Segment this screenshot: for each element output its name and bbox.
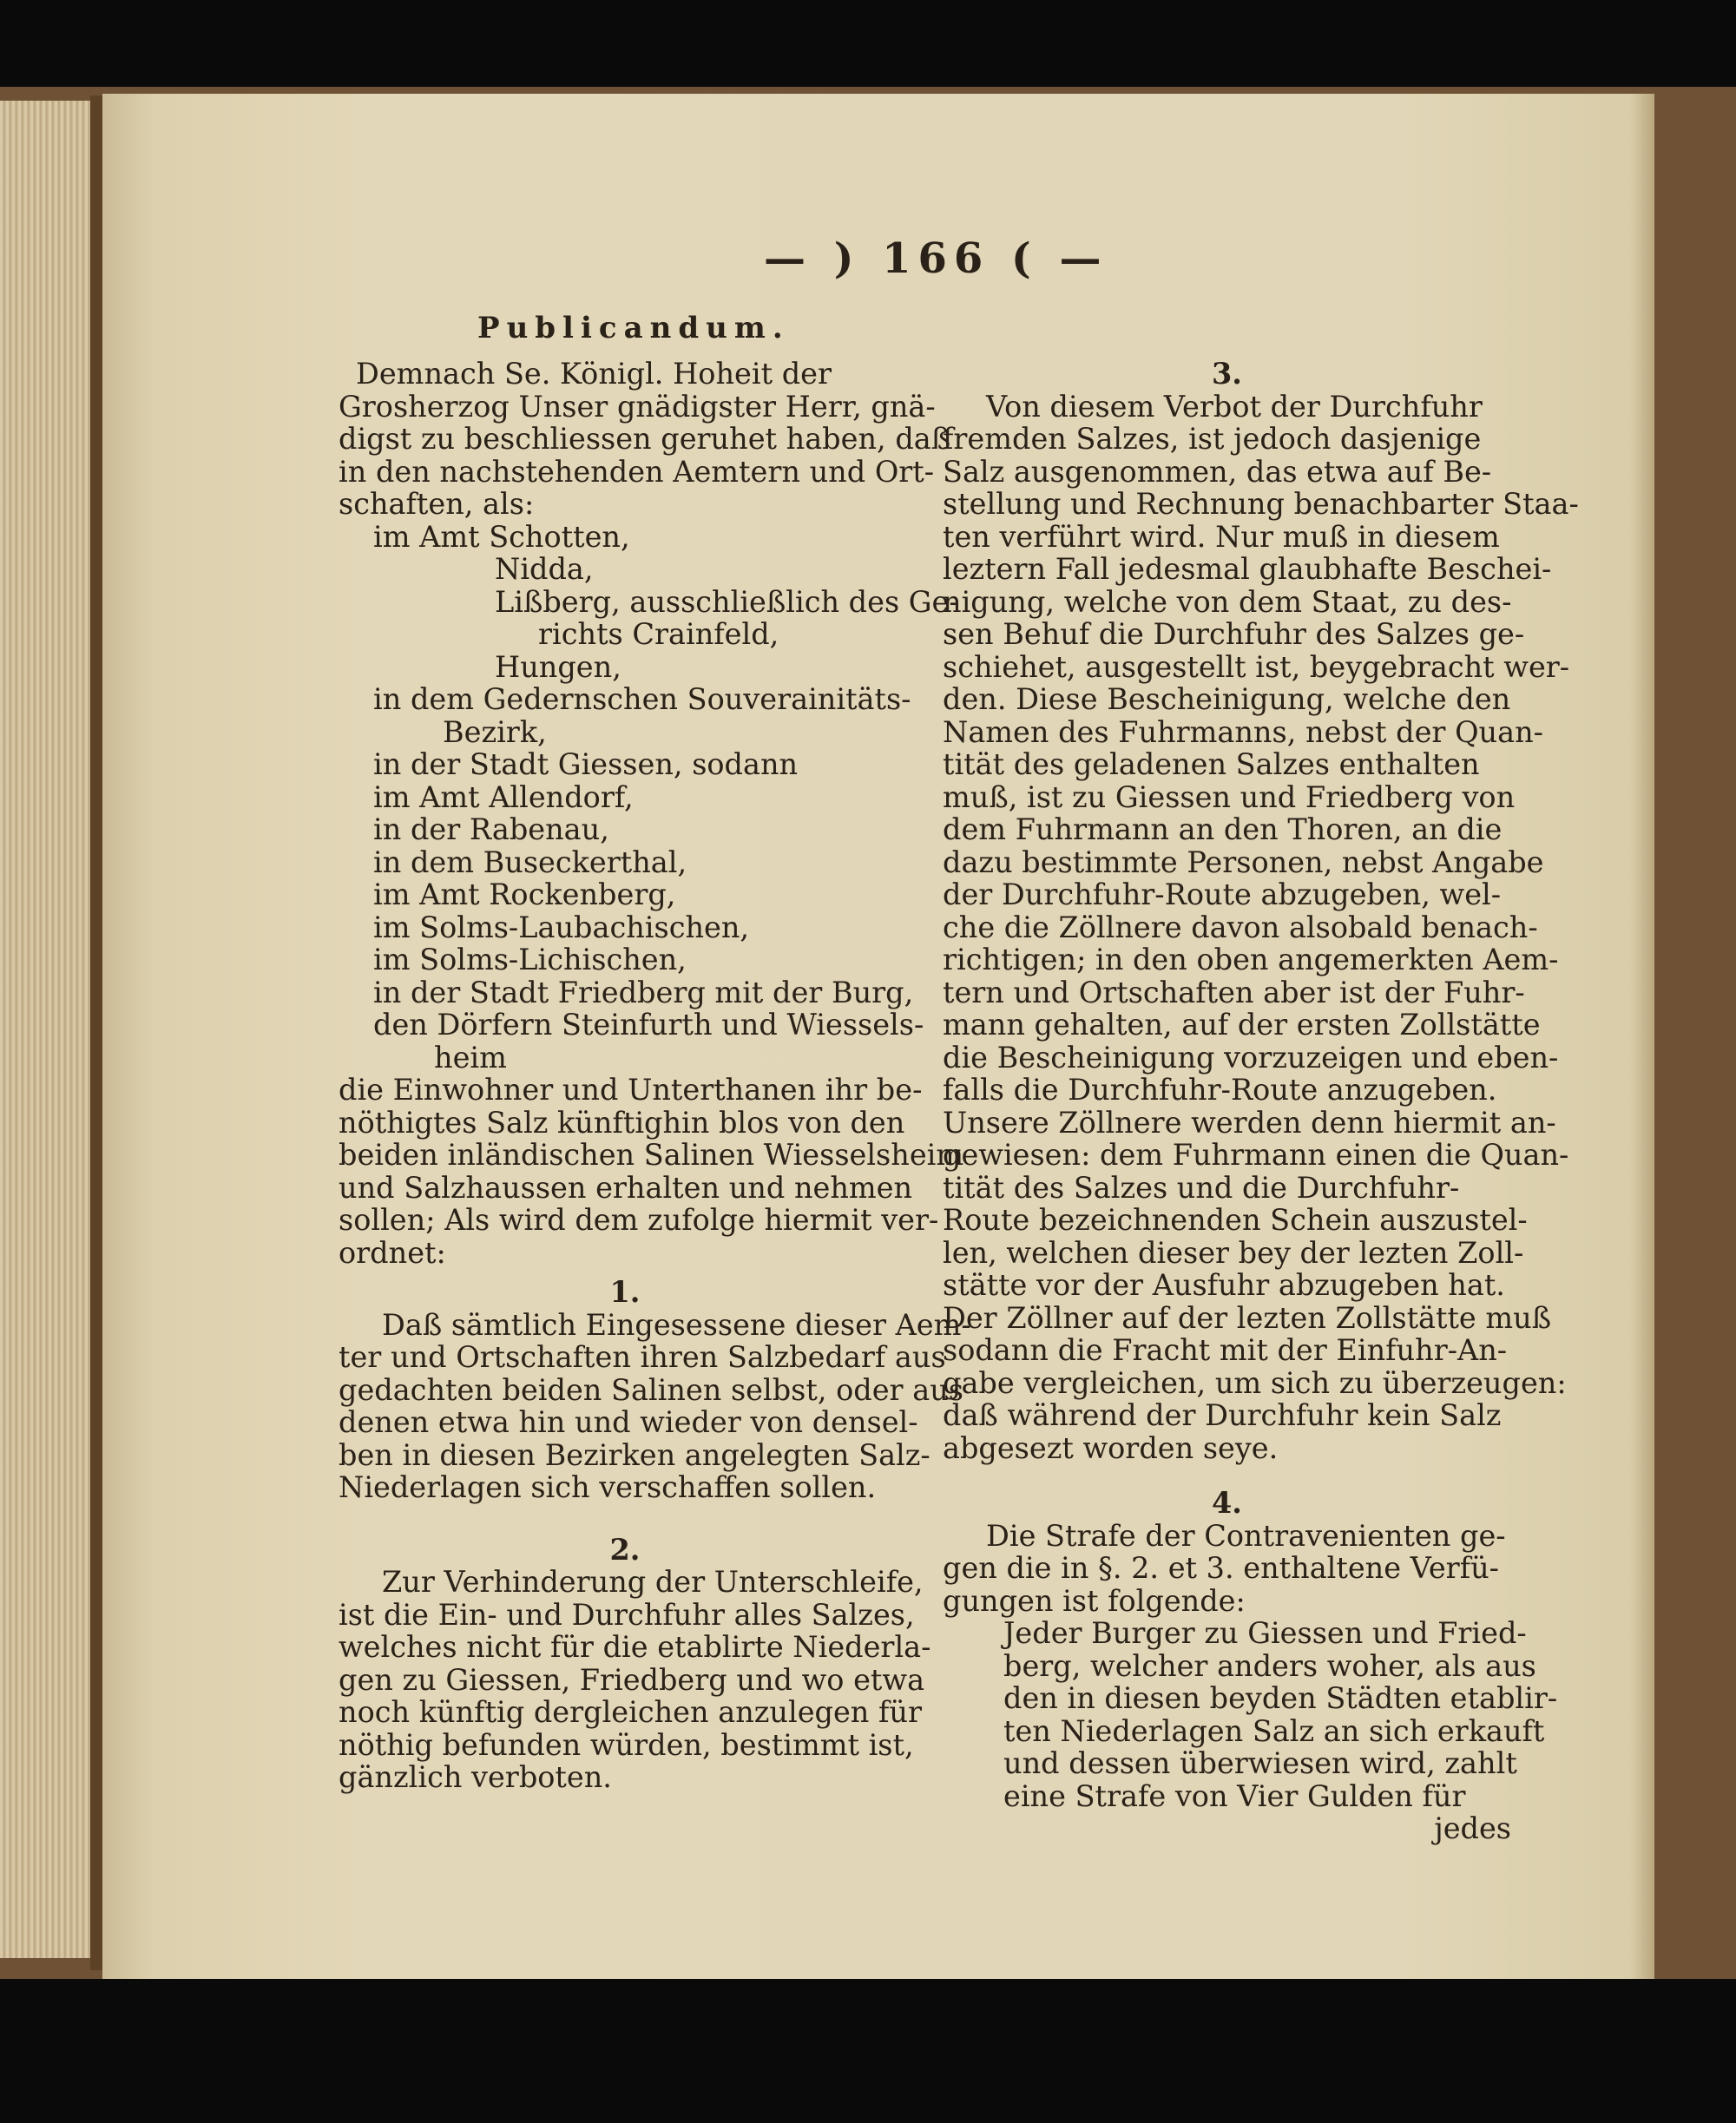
section-number: 2. [609,1532,641,1567]
text-line: Demnach Se. Königl. Hoheit der [356,357,832,391]
page-header: — ) 166 ( — [764,234,1108,283]
text-line: heim [434,1040,507,1075]
text-line: stellung und Rechnung benachbarter Staa- [943,487,1579,521]
text-line: tern und Ortschaften aber ist der Fuhr- [943,975,1525,1009]
text-line: in der Rabenau, [373,812,609,846]
text-line: sodann die Fracht mit der Einfuhr-An- [943,1333,1508,1367]
text-line: gewiesen: dem Fuhrmann einen die Quan- [943,1138,1569,1172]
text-line: mann gehalten, auf der ersten Zollstätte [943,1008,1541,1042]
text-line: eine Strafe von Vier Gulden für [1003,1778,1466,1813]
text-line: noch künftig dergleichen anzulegen für [339,1695,923,1729]
text-line: im Amt Schotten, [373,519,630,554]
text-line: gabe vergleichen, um sich zu überzeugen: [943,1365,1567,1400]
text-line: in dem Buseckerthal, [373,845,687,879]
text-line: sollen; Als wird dem zufolge hiermit ver- [339,1203,939,1237]
text-line: muß, ist zu Giessen und Friedberg von [943,779,1516,814]
text-line: richtigen; in den oben angemerkten Aem- [943,943,1559,976]
text-line: nigung, welche von dem Staat, zu des- [943,584,1512,619]
text-line: Jeder Burger zu Giessen und Fried- [1003,1616,1527,1650]
text-line: gen die in §. 2. et 3. enthaltene Verfü- [943,1551,1499,1585]
left-column [339,357,971,1817]
text-line: nöthigtes Salz künftighin blos von den [339,1105,905,1140]
text-line: ten verführt wird. Nur muß in diesem [943,519,1500,554]
text-line: Nidda, [495,552,594,586]
text-line: im Solms-Laubachischen, [373,910,750,944]
text-line: Hungen, [495,649,621,684]
section-number: 4. [1212,1486,1242,1520]
text-line: gänzlich verboten. [339,1760,612,1794]
text-line: in der Stadt Giessen, sodann [373,747,799,781]
text-line: in dem Gedernschen Souverainitäts- [373,682,911,716]
text-line: ist die Ein- und Durchfuhr alles Salzes, [339,1597,915,1632]
section-number: 3. [1212,357,1242,391]
text-line: tität des Salzes und die Durchfuhr- [943,1170,1460,1205]
text-line: gungen ist folgende: [943,1583,1246,1618]
text-line: Grosherzog Unser gnädigster Herr, gnä- [339,389,936,424]
text-line: digst zu beschliessen geruhet haben, daß [339,422,951,456]
text-line: leztern Fall jedesmal glaubhafte Beschei- [943,552,1552,586]
text-line: ter und Ortschaften ihren Salzbedarf aus [339,1340,946,1374]
text-line: dem Fuhrmann an den Thoren, an die [943,812,1503,846]
text-line: dazu bestimmte Personen, nebst Angabe [943,845,1544,879]
text-line: ben in diesen Bezirken angelegten Salz- [339,1437,930,1472]
text-line: Salz ausgenommen, das etwa auf Be- [943,454,1492,489]
text-line: den. Diese Bescheinigung, welche den [943,682,1511,716]
text-line: schiehet, ausgestellt ist, beygebracht wer- [943,649,1570,684]
text-line: Die Strafe der Contravenienten ge- [986,1518,1506,1553]
text-line: im Amt Rockenberg, [373,877,676,911]
text-line: Unsere Zöllnere werden denn hiermit an- [943,1105,1556,1140]
text-line: Daß sämtlich Eingesessene dieser Aem- [382,1307,971,1342]
text-line: fremden Salzes, ist jedoch dasjenige [943,422,1482,456]
text-line: stätte vor der Ausfuhr abzugeben hat. [943,1268,1505,1302]
text-line: Namen des Fuhrmanns, nebst der Quan- [943,714,1543,749]
text-line: len, welchen dieser bey der lezten Zoll- [943,1235,1524,1270]
text-line: daß während der Durchfuhr kein Salz [943,1398,1502,1432]
text-line: ordnet: [339,1235,446,1270]
text-line: falls die Durchfuhr-Route anzugeben. [943,1073,1497,1107]
text-line: abgesezt worden seye. [943,1430,1279,1465]
text-line: schaften, als: [339,487,535,521]
text-line: den in diesen beyden Städten etablir- [1003,1681,1558,1715]
text-line: gedachten beiden Salinen selbst, oder aus [339,1372,963,1407]
binding-spine [90,95,102,1970]
text-line: denen etwa hin und wieder von densel- [339,1405,918,1439]
text-line: in den nachstehenden Aemtern und Ort- [339,454,935,489]
text-line: im Solms-Lichischen, [373,943,687,976]
text-line: und dessen überwiesen wird, zahlt [1003,1746,1517,1780]
text-line: der Durchfuhr-Route abzugeben, wel- [943,877,1502,911]
catchword: jedes [1434,1811,1511,1845]
text-line: ten Niederlagen Salz an sich erkauft [1003,1713,1545,1748]
text-line: die Bescheinigung vorzuzeigen und eben- [943,1040,1559,1075]
section-number: 1. [609,1275,641,1309]
text-line: in der Stadt Friedberg mit der Burg, [373,975,914,1009]
text-line: tität des geladenen Salzes enthalten [943,747,1480,781]
text-line: Zur Verhinderung der Unterschleife, [382,1565,924,1599]
text-line: nöthig befunden würden, bestimmt ist, [339,1727,914,1762]
right-column [943,357,1579,1845]
text-line: die Einwohner und Unterthanen ihr be- [339,1073,923,1107]
text-line: den Dörfern Steinfurth und Wiessels- [373,1008,924,1042]
text-line: welches nicht für die etablirte Niederla- [339,1630,931,1664]
text-line: Der Zöllner auf der lezten Zollstätte muß [943,1300,1552,1335]
text-line: richts Crainfeld, [538,617,779,651]
text-line: Bezirk, [443,714,547,749]
text-line: Niederlagen sich verschaffen sollen. [339,1470,877,1504]
text-line: Lißberg, ausschließlich des Ge- [495,584,959,619]
text-line: Von diesem Verbot der Durchfuhr [986,389,1483,424]
text-line: beiden inländischen Salinen Wiesselsheim [339,1138,964,1172]
text-line: im Amt Allendorf, [373,779,634,814]
text-line: sen Behuf die Durchfuhr des Salzes ge- [943,617,1525,651]
section-heading: Publicandum. [477,311,790,345]
text-line: berg, welcher anders woher, als aus [1003,1648,1536,1683]
text-line: Route bezeichnenden Schein auszustel- [943,1203,1528,1237]
text-line: che die Zöllnere davon alsobald benach- [943,910,1538,944]
text-line: und Salzhaussen erhalten und nehmen [339,1170,913,1205]
text-line: gen zu Giessen, Friedberg und wo etwa [339,1662,925,1697]
left-page-edges [0,101,104,1958]
